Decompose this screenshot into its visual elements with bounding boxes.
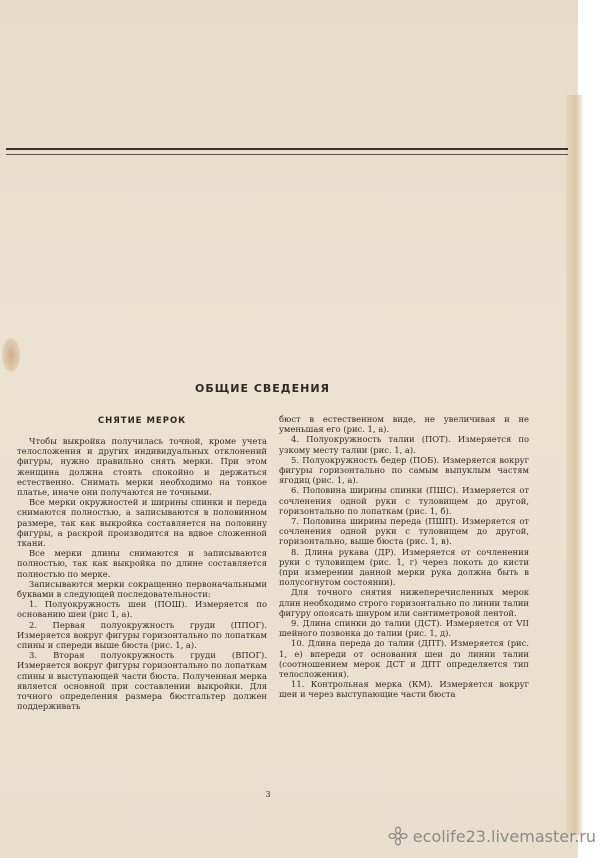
watermark: [388, 826, 596, 846]
flower-logo-icon: [388, 826, 408, 846]
paragraph: Все мерки длины снимаются и записываются полностью, так как выкройка по длине составляется полностью по мерке.: [17, 548, 267, 579]
paragraph: 8. Длина рукава (ДР). Измеряется от сочленения руки с туловищем (рис. 1, г) через локоть до кисти (при измерении данной мерки рука должна быть в полусогнутом состоянии).: [279, 546, 529, 588]
left-column: [17, 436, 267, 711]
paragraph: 2. Первая полуокружность груди (ППОГ). Измеряется вокруг фигуры горизонтально по лопаткам спины и спереди выше бюста (рис. 1, а).: [17, 619, 267, 651]
page-title: ОБЩИЕ СВЕДЕНИЯ: [194, 382, 331, 395]
paragraph: 4. Полуокружность талии (ПОТ). Измеряется по узкому месту талии (рис. 1, а).: [279, 434, 529, 455]
paragraph: 1. Полуокружность шеи (ПОШ). Измеряется по основанию шеи (рис 1, а).: [17, 599, 267, 620]
paragraph: Все мерки окружностей и ширины спинки и переда снимаются полностью, а записываются в половинном размере, так как выкройка составляется на половину фигуры, а раскрой производится на вдвое сложенной ткани.: [17, 497, 267, 549]
watermark-text: ecolife23.livemaster.ru: [412, 826, 596, 846]
paragraph: 10. Длина переда до талии (ДПТ). Измеряется (рис. 1, е) впереди от основания шеи до линии талии (соотношением мерок ДСТ и ДПТ определяется тип телосложения).: [279, 638, 529, 680]
paragraph: 9. Длина спинки до талии (ДСТ). Измеряется от VII шейного позвонка до талии (рис. 1, д).: [279, 618, 529, 639]
paragraph: 5. Полуокружность бедер (ПОБ). Измеряется вокруг фигуры горизонтально по самым выпуклым частям ягодиц (рис. 1, а).: [279, 454, 529, 486]
paragraph: 6. Половина ширины спинки (ПШС). Измеряется от сочленения одной руки с туловищем до другой, горизонтально по лопаткам (рис. 1, б).: [279, 485, 529, 516]
paragraph: 11. Контрольная мерка (КМ). Измеряется вокруг шеи и через выступающие части бюста: [279, 679, 529, 700]
header-rule: [6, 148, 568, 155]
right-column: [279, 414, 529, 700]
page-number: 3: [265, 790, 271, 799]
paragraph: 7. Половина ширины переда (ПШП). Измеряется от сочленения одной руки с туловищем до другой, горизонтально, выше бюста (рис. 1, в).: [279, 516, 529, 547]
section-title: СНЯТИЕ МЕРОК: [97, 416, 187, 426]
paragraph: 3. Вторая полуокружность груди (ВПОГ). Измеряется вокруг фигуры горизонтально по лопаткам спины и выступающей части бюста. Полученная мерка является основной при составлении выкройки. Для точного определения размера бюстгальтер должен поддерживать: [17, 650, 267, 712]
paper-stain: [2, 338, 20, 372]
paragraph: Для точного снятия нижеперечисленных мерок длин необходимо строго горизонтально по линии талии фигуру опоясать шнуром или сантиметровой лентой.: [279, 587, 529, 618]
paragraph: бюст в естественном виде, не увеличивая и не уменьшая его (рис. 1, а).: [279, 414, 529, 435]
paragraph: Чтобы выкройка получилась точной, кроме учета телосложения и других индивидуальных отклонений фигуры, нужно правильно снять мерки. При этом женщина должна стоять спокойно и держаться естественно. Снимать мерки необходимо на тонкое платье, иначе они получаются не точными.: [17, 436, 267, 498]
page-edge-shadow: [566, 95, 582, 835]
paragraph: Записываются мерки сокращенно первоначальными буквами в следующей последовательности:: [17, 578, 267, 600]
